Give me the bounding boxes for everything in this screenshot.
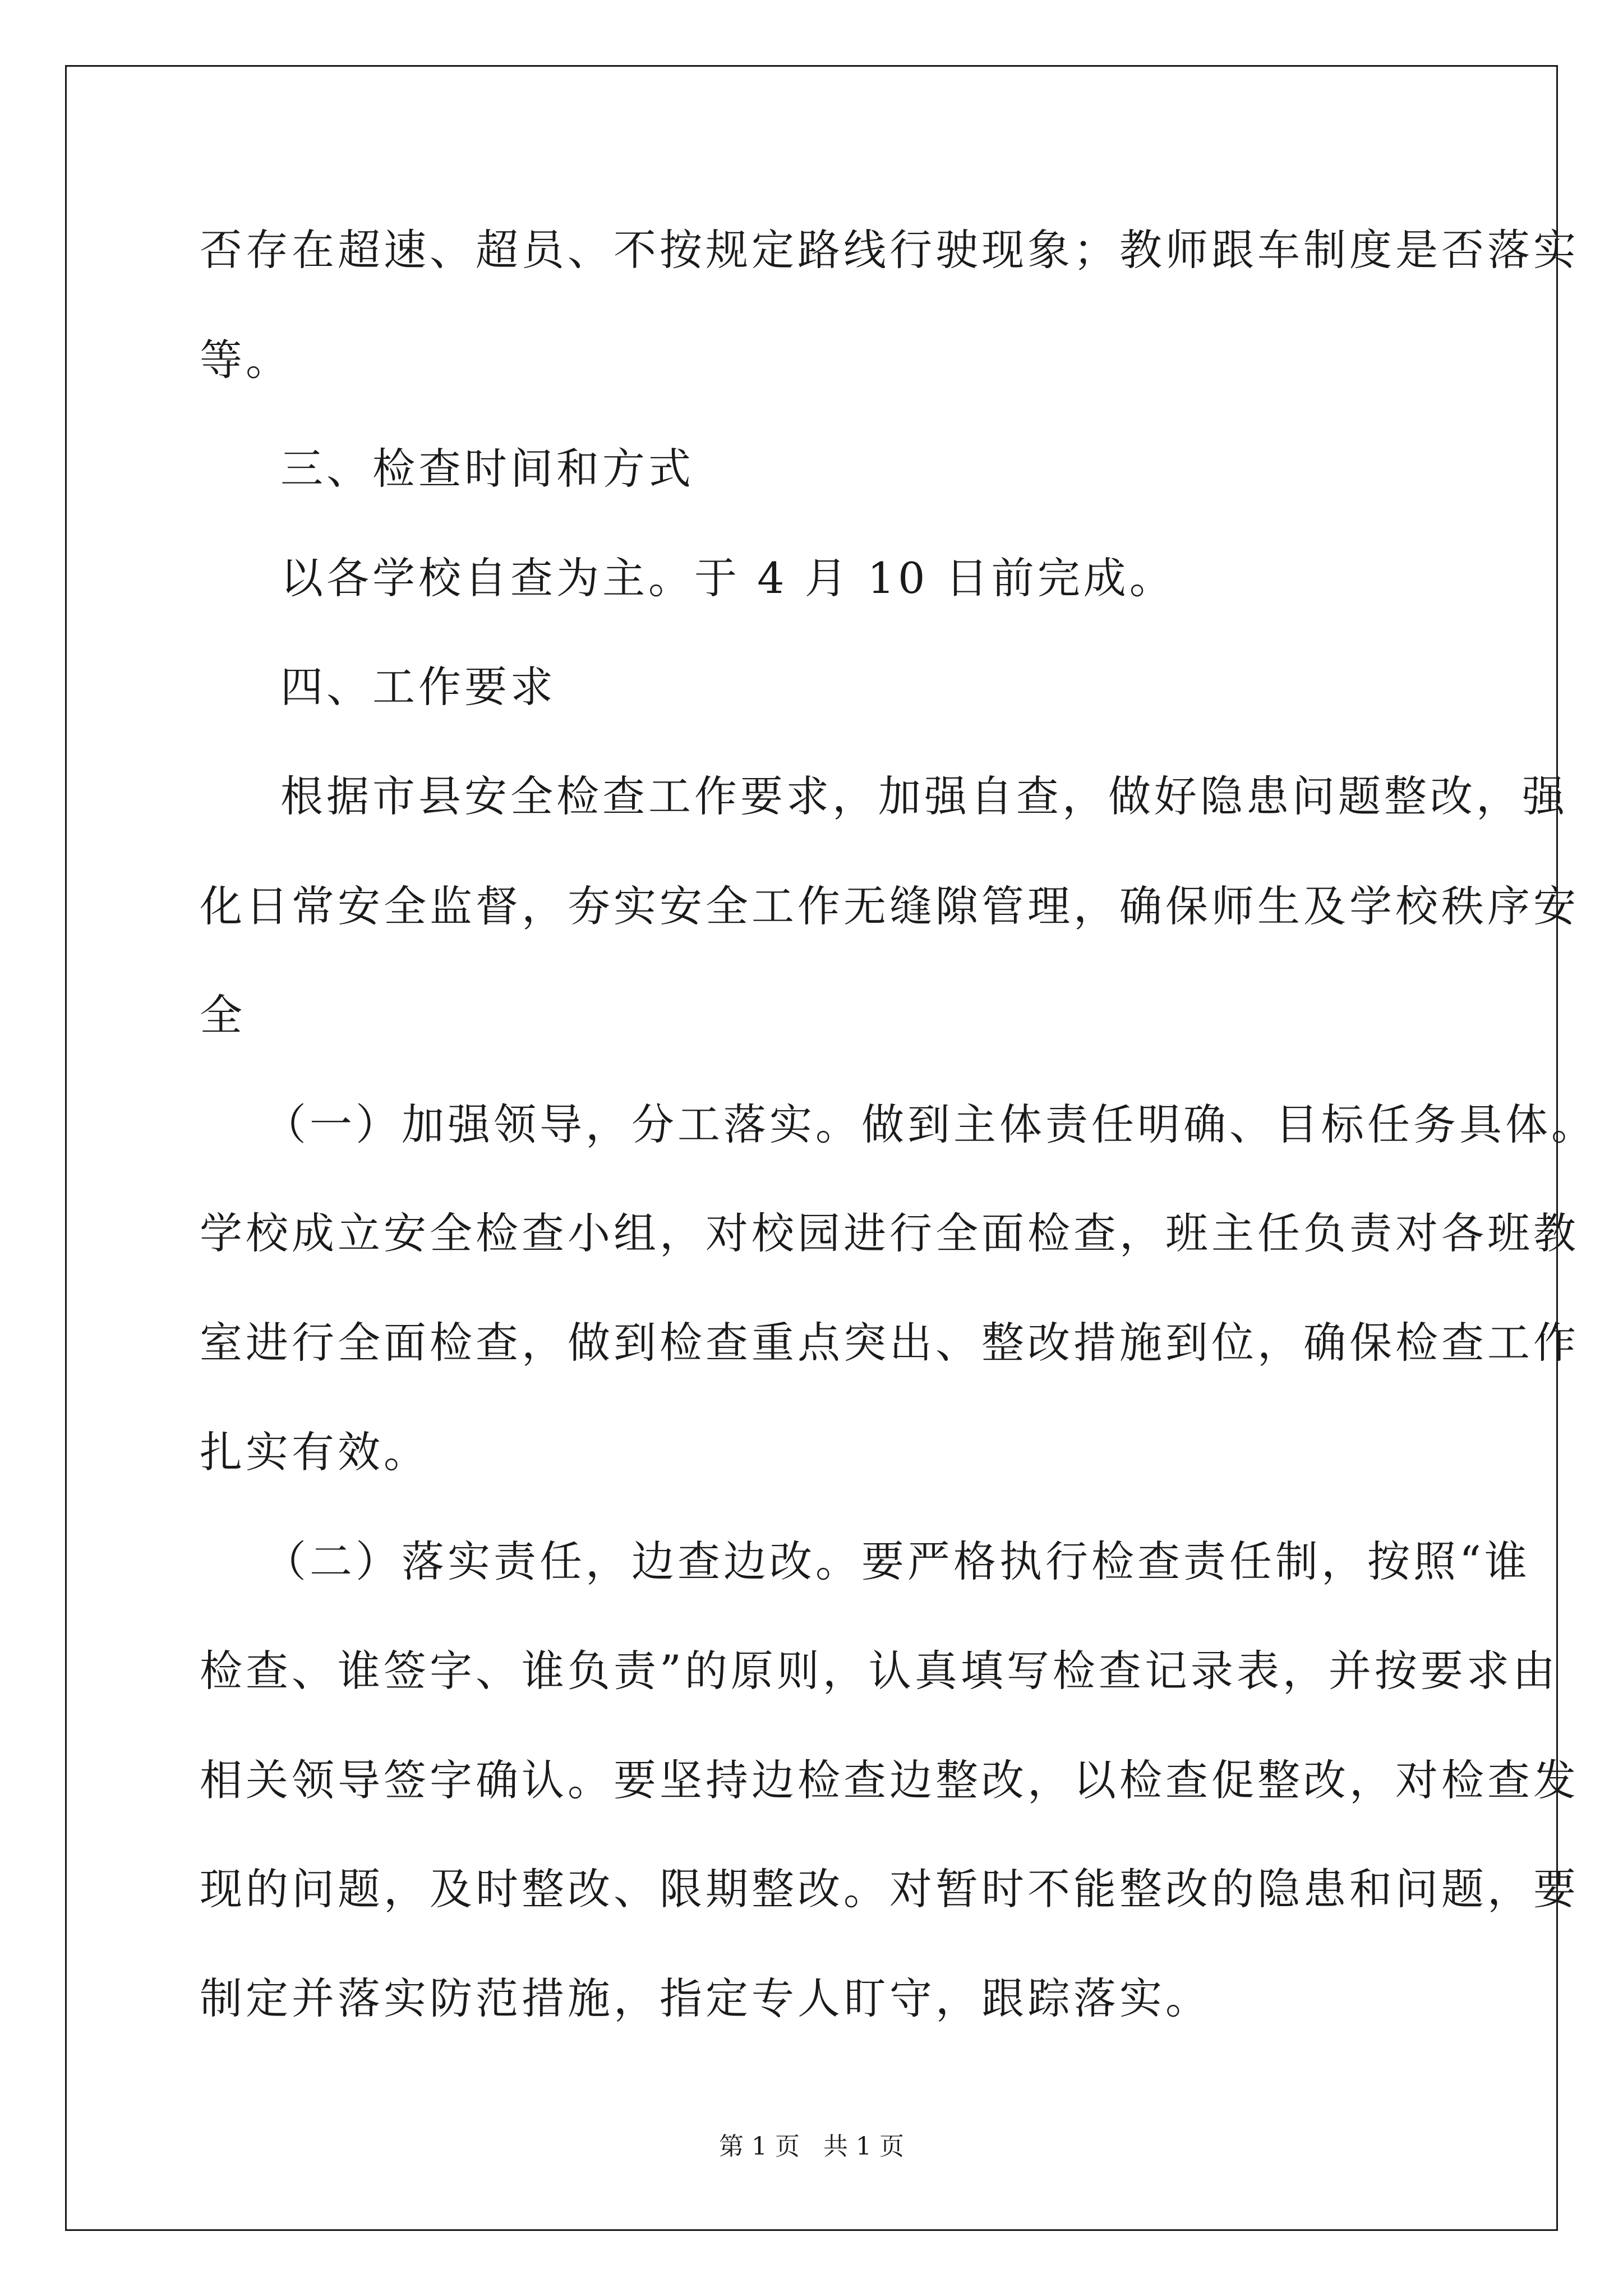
page-footer: 第 1 页 共 1 页 xyxy=(719,2132,904,2161)
section-heading-4: 四、工作要求 xyxy=(280,662,556,712)
body-line-14: 检查、谁签字、谁负责”的原则，认真填写检查记录表，并按要求由 xyxy=(200,1646,1559,1696)
body-line-11: 室进行全面检查，做到检查重点突出、整改措施到位，确保检查工作 xyxy=(200,1318,1579,1368)
body-line-17: 制定并落实防范措施，指定专人盯守，跟踪落实。 xyxy=(200,1973,1211,2023)
body-line-1: 否存在超速、超员、不按规定路线行驶现象；教师跟车制度是否落实 xyxy=(200,225,1579,275)
body-line-6: 根据市县安全检查工作要求，加强自查，做好隐患问题整改，强 xyxy=(280,771,1568,821)
body-line-15: 相关领导签字确认。要坚持边检查边整改，以检查促整改，对检查发 xyxy=(200,1755,1579,1805)
body-line-2: 等。 xyxy=(200,335,292,385)
body-line-4: 以各学校自查为主。于 4 月 10 日前完成。 xyxy=(280,553,1175,603)
body-line-16: 现的问题，及时整改、限期整改。对暂时不能整改的隐患和问题，要 xyxy=(200,1864,1579,1914)
subsection-2-line-1: （二）落实责任，边查边改。要严格执行检查责任制，按照“谁 xyxy=(264,1536,1530,1586)
subsection-1-line-1: （一）加强领导，分工落实。做到主体责任明确、目标任务具体。 xyxy=(264,1099,1597,1149)
body-line-8: 全 xyxy=(200,990,246,1040)
body-line-10: 学校成立安全检查小组，对校园进行全面检查，班主任负责对各班教 xyxy=(200,1208,1579,1258)
section-heading-3: 三、检查时间和方式 xyxy=(280,444,694,494)
body-line-12: 扎实有效。 xyxy=(200,1427,430,1477)
body-line-7: 化日常安全监督，夯实安全工作无缝隙管理，确保师生及学校秩序安 xyxy=(200,881,1579,931)
